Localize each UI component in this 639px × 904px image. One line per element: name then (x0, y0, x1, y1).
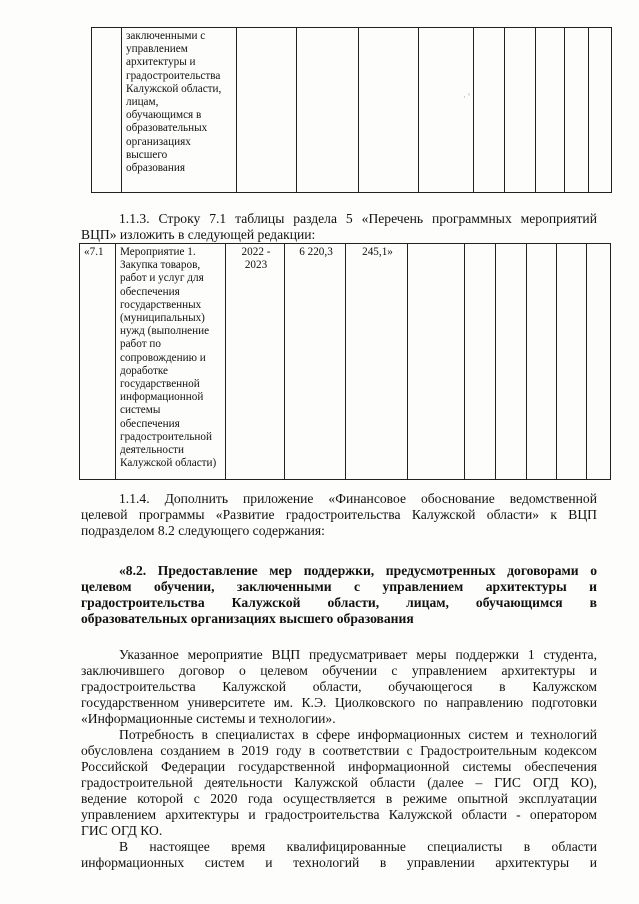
table-cell (465, 244, 496, 480)
paragraph-need (81, 727, 597, 839)
table-continuation (91, 27, 612, 193)
table-cell (92, 28, 122, 193)
text-line: подразделом 8.2 следующего содержания: (81, 523, 325, 538)
text-line: 1.1.3. Строку 7.1 таблицы раздела 5 «Перечень программных мероприятий (119, 211, 597, 226)
cell-line: образования (126, 162, 186, 175)
text-line: государственном университете им. К.Э. Циолковского по направлению подготовки (81, 695, 597, 710)
value-cell (346, 244, 408, 480)
heading-line: целевом обучении, заключенными с управлением архитектуры и (81, 579, 597, 594)
text-line: информационных систем и технологий в управлении архитектуры и (81, 855, 597, 870)
text-line: обусловлена созданием в 2019 году в соответствии с Градостроительным кодексом (81, 743, 597, 758)
table-cell (565, 28, 589, 193)
cell-line: обучающимся в (126, 109, 202, 122)
text-line: ГИС ОГД КО. (81, 823, 163, 838)
cell-line: работ и услуг для (120, 272, 204, 285)
text-line: Потребность в специалистах в сфере информационных систем и технологий (119, 727, 597, 742)
heading-line: образовательных организациях высшего образования (81, 611, 414, 626)
cell-line: высшего (126, 148, 168, 161)
cell-line: градостроительства (126, 69, 221, 82)
section-heading-8-2 (81, 563, 597, 627)
text-line: «Информационные системы и технологии». (81, 711, 336, 726)
cell-line: архитектуры и (126, 56, 196, 69)
total-cell (285, 244, 346, 480)
year-value: 245,1» (362, 246, 393, 258)
text-line: целевой программы «Развитие градостроительства Калужской области» к ВЦП (81, 507, 597, 522)
text-line: заключившего договор о целевом обучении с управлением архитектуры и (81, 663, 597, 678)
table-cell (557, 244, 587, 480)
cell-text-lines (122, 28, 236, 175)
cell-line: обеспечения (120, 417, 180, 430)
cell-line: государственных (120, 298, 202, 311)
row-number-cell (80, 244, 116, 480)
text-line: градостроительства Калужской области, обучающегося в Калужском (81, 679, 597, 694)
activity-cell (116, 244, 226, 480)
cell-line: образовательных (126, 122, 208, 135)
cell-line: работ по (120, 338, 161, 351)
table-cell (536, 28, 565, 193)
table-cell (496, 244, 527, 480)
text-line: 1.1.4. Дополнить приложение «Финансовое обоснование ведомственной (119, 491, 597, 506)
cell-line: сопровождению и (120, 351, 206, 364)
table-cell-text (122, 28, 237, 193)
period-line: 2022 - (241, 246, 271, 258)
heading-line: «8.2. Предоставление мер поддержки, предусмотренных договорами о (119, 563, 597, 578)
cell-line: (муниципальных) (120, 312, 205, 325)
cell-line: Мероприятие 1. (120, 246, 196, 258)
cell-line: Закупка товаров, (120, 259, 201, 272)
total-value: 6 220,3 (299, 246, 333, 258)
cell-line: управлением (126, 43, 188, 56)
row-number: «7.1 (84, 246, 104, 258)
table-cell (474, 28, 505, 193)
table-cell (359, 28, 419, 193)
scan-mark: · ' (463, 92, 470, 102)
cell-line: нужд (выполнение (120, 325, 210, 338)
cell-line: Калужской области, (126, 82, 222, 95)
cell-line: государственной (120, 378, 200, 391)
paragraph-support (81, 647, 597, 727)
text-line: ведение которой с 2020 года осуществляется в режиме опытной эксплуатации (81, 791, 597, 806)
text-line: В настоящее время квалифицированные специалисты в области (119, 839, 597, 854)
cell-line: градостроительной (120, 430, 212, 443)
cell-line: доработке (120, 364, 168, 377)
cell-line: информационной (120, 391, 204, 404)
cell-line: заключенными с (126, 30, 206, 42)
text-line: ВЦП» изложить в следующей редакции: (81, 227, 316, 242)
period-cell (226, 244, 285, 480)
table-cell (527, 244, 557, 480)
table-cell (587, 244, 611, 480)
table-row-7-1 (79, 243, 611, 480)
cell-line: организациях (126, 135, 191, 148)
table-cell (589, 28, 612, 193)
paragraph-current (81, 839, 597, 871)
cell-line: деятельности (120, 444, 185, 457)
paragraph-113 (81, 211, 597, 243)
table-cell (419, 28, 474, 193)
heading-line: градостроительства Калужской области, лицам, обучающимся в (81, 595, 597, 610)
text-line: Российской Федерации государственной информационной системы обеспечения (81, 759, 597, 774)
table-cell (237, 28, 297, 193)
activity-text-lines (116, 244, 225, 470)
table-cell (297, 28, 359, 193)
paragraph-114 (81, 491, 597, 539)
table-cell (505, 28, 536, 193)
period-line: 2023 (244, 259, 268, 272)
cell-line: обеспечения (120, 285, 180, 298)
table-cell (408, 244, 465, 480)
cell-line: Калужской области) (120, 457, 217, 470)
text-line: Указанное мероприятие ВЦП предусматривает меры поддержки 1 студента, (119, 647, 597, 662)
period-text (226, 244, 284, 272)
cell-line: лицам, (126, 96, 159, 109)
text-line: управлением архитектуры и градостроительства Калужской области - оператором (81, 807, 597, 822)
text-line: градостроительной деятельности Калужской области (далее – ГИС ОГД КО), (81, 775, 597, 790)
cell-line: системы (120, 404, 161, 417)
